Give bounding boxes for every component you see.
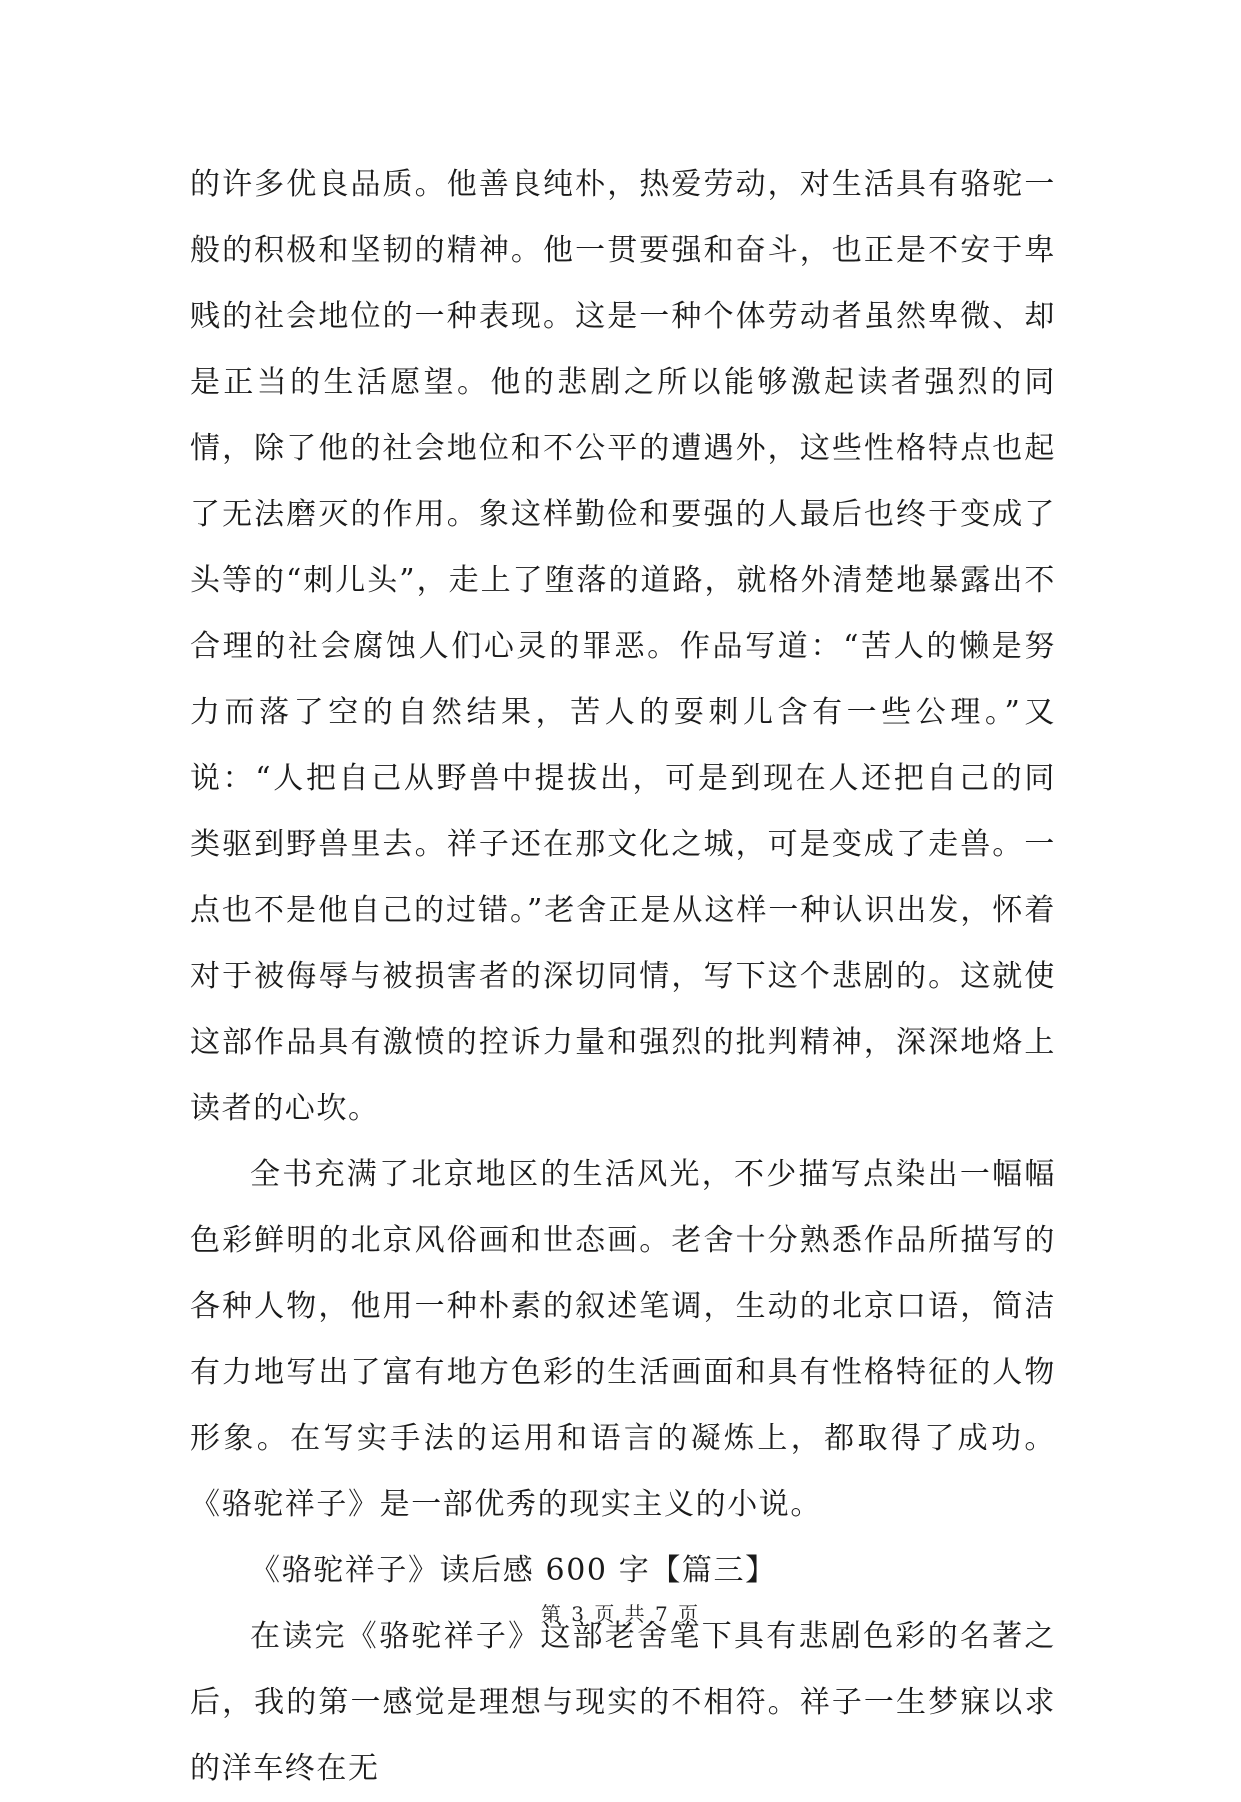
paragraph-section-three: 在读完《骆驼祥子》这部老舍笔下具有悲剧色彩的名著之后，我的第一感觉是理想与现实的不相符。祥子一生梦寐以求的洋车终在无 [190, 1619, 1056, 1786]
footer-middle: 页 共 [594, 1602, 647, 1626]
page-footer [0, 1600, 1241, 1628]
paragraph-beijing-scenery: 全书充满了北京地区的生活风光，不少描写点染出一幅幅色彩鲜明的北京风俗画和世态画。老舍十分熟悉作品所描写的各种人物，他用一种朴素的叙述笔调，生动的北京口语，简洁有力地写出了富有地方色彩的生活画面和具有性格特征的人物形象。在写实手法的运用和语言的凝炼上，都取得了成功。《骆驼祥子》是一部优秀的现实主义的小说。 [190, 1157, 1056, 1522]
section-heading: 《骆驼祥子》读后感 600 字【篇三】 [250, 1553, 777, 1588]
footer-current-page: 3 [571, 1602, 586, 1626]
document-body [190, 152, 1056, 1802]
footer-suffix: 页 [678, 1602, 701, 1626]
footer-total-pages: 7 [655, 1602, 670, 1626]
paragraph-continued: 的许多优良品质。他善良纯朴，热爱劳动，对生活具有骆驼一般的积极和坚韧的精神。他一贯要强和奋斗，也正是不安于卑贱的社会地位的一种表现。这是一种个体劳动者虽然卑微、却是正当的生活愿望。他的悲剧之所以能够激起读者强烈的同情，除了他的社会地位和不公平的遭遇外，这些性格特点也起了无法磨灭的作用。象这样勤俭和要强的人最后也终于变成了头等的“刺儿头”，走上了堕落的道路，就格外清楚地暴露出不合理的社会腐蚀人们心灵的罪恶。作品写道：“苦人的懒是努力而落了空的自然结果，苦人的耍刺儿含有一些公理。”又说：“人把自己从野兽中提拔出，可是到现在人还把自己的同类驱到野兽里去。祥子还在那文化之城，可是变成了走兽。一点也不是他自己的过错。”老舍正是从这样一种认识出发，怀着对于被侮辱与被损害者的深切同情，写下这个悲剧的。这就使这部作品具有激愤的控诉力量和强烈的批判精神，深深地烙上读者的心坎。 [190, 167, 1056, 1126]
footer-prefix: 第 [540, 1602, 563, 1626]
